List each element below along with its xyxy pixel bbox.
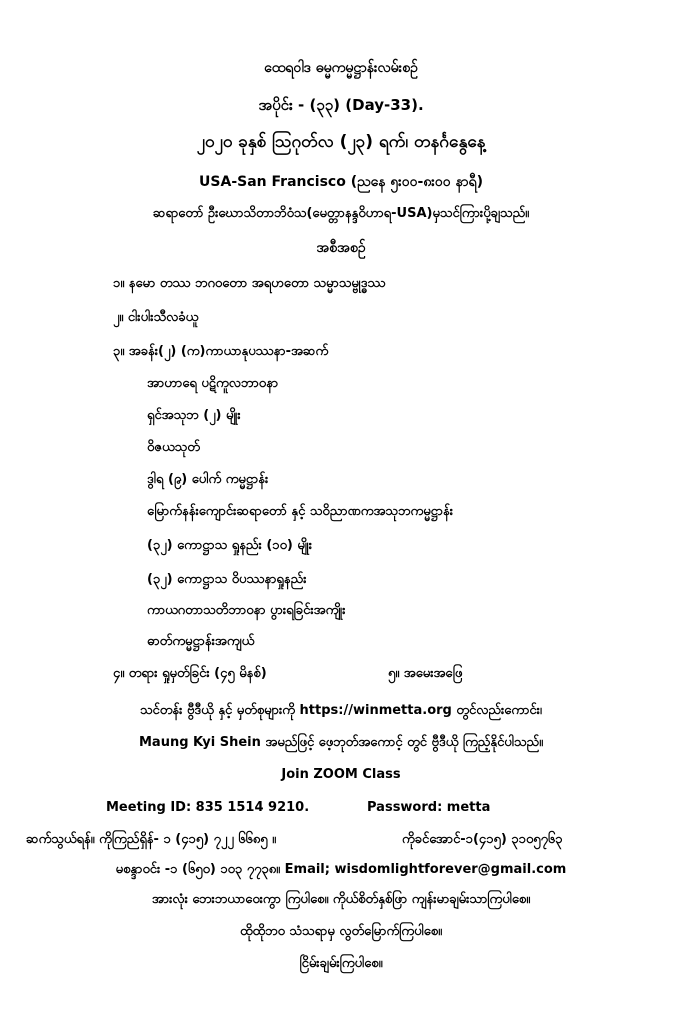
agenda-subitem: ဓာတ်ကမ္မဋ္ဌာန်းအကျယ် bbox=[147, 634, 255, 649]
contact-line-a: ဆက်သွယ်ရန်။ ကိုကြည်ရှိန်- ၁ (၄၁၅) ၇၂၂ ၆၆၈၅ ။ bbox=[26, 832, 277, 847]
meeting-password: Password: metta bbox=[367, 800, 491, 815]
blessing-2: ထိုထိုဘဝ သံသရာမှ လွတ်မြောက်ကြပါစေ။ bbox=[239, 924, 443, 939]
teacher-line: ဆရာတော် ဦးဃောသိတာဘိဝံသ(မေတ္တာနန္ဒဝိဟာရ-USA)မှသင်ကြားပို့ချသည်။ bbox=[152, 206, 530, 221]
blessing-1: အားလုံး ဘေးဘယာဝေးကွာ ကြပါစေ။ ကိုယ်စိတ်နှစ်ဖြာ ကျန်းမာချမ်းသာကြပါစေ။ bbox=[151, 892, 531, 907]
agenda-subitem: ရှင်အသုဘ (၂) မျိုး bbox=[147, 408, 241, 423]
agenda-item-5: ၅။ အမေးအဖြေ bbox=[388, 666, 463, 681]
facebook-line: Maung Kyi Shein အမည်ဖြင့် ဖေ့ဘုတ်အကောင့် တွင် ဗွီဒီယို ကြည့်နိုင်ပါသည်။ bbox=[138, 735, 544, 750]
agenda-subitem: ဒွါရ (၉) ပေါက် ကမ္မဋ္ဌာန်း bbox=[147, 472, 269, 487]
meeting-id: Meeting ID: 835 1514 9210. bbox=[106, 800, 310, 815]
agenda-item-3: ၃။ အခန်း(၂) (က)ကာယာနုပဿနာ-အဆက် bbox=[113, 344, 329, 359]
lecture-date: ၂၀၂၀ ခုနှစ် ဩဂုတ်လ (၂၃) ရက်၊ တနင်္ဂနွေနေ့ bbox=[196, 132, 486, 152]
agenda-subitem: ကာယဂတာသတိဘာဝနာ ပွားရခြင်းအကျိုး bbox=[147, 603, 346, 618]
agenda-subitem: မြောက်နန်းကျောင်းဆရာတော် နှင့် သဝိညာဏကအသုဘကမ္မဋ္ဌာန်း bbox=[147, 504, 454, 519]
location-time: USA-San Francisco (ညနေ ၅း၀၀-၈း၀၀ နာရီ) bbox=[199, 174, 483, 190]
contact-line-b: ကိုခင်အောင်-၁(၄၁၅) ၃၁၀၅၇၆၃ bbox=[402, 832, 563, 847]
contact-line-2: မစန္ဒာဝင်း -၁ (၆၅၀) ၁၀၃ ၇၇၃၈။ Email; wisdomlightforever@gmail.com bbox=[115, 862, 567, 877]
agenda-heading: အစီအစဉ် bbox=[316, 240, 366, 256]
zoom-title: Join ZOOM Class bbox=[281, 767, 401, 782]
agenda-subitem: (၃၂) ကောဋ္ဌာသ ဝိပဿနာရှုနည်း bbox=[147, 572, 307, 587]
website-line: သင်တန်း ဗွီဒီယို နှင့် မှတ်စုများကို https://winmetta.org တွင်လည်းကောင်း၊ bbox=[139, 703, 542, 718]
agenda-item-1: ၁။ နမော တဿ ဘဂဝတော အရဟတော သမ္မာသမ္ဗုဒ္ဓဿ bbox=[113, 276, 386, 291]
agenda-item-4: ၄။ တရား ရှုမှတ်ခြင်း (၄၅ မိနစ်) bbox=[113, 666, 267, 681]
part-number: အပိုင်း - (၃၃) (Day-33). bbox=[258, 96, 424, 114]
agenda-item-2: ၂။ ငါးပါးသီလခံယူ bbox=[113, 310, 199, 325]
agenda-subitem: (၃၂) ကောဋ္ဌာသ ရှုနည်း (၁၀) မျိုး bbox=[147, 538, 313, 553]
series-title: ထေရဝါဒ ဓမ္မကမ္မဋ္ဌာန်းလမ်းစဉ် bbox=[264, 60, 418, 76]
agenda-subitem: ဝိဇယသုတ် bbox=[147, 440, 200, 455]
blessing-3: ငြိမ်းချမ်းကြပါစေ။ bbox=[299, 956, 383, 971]
agenda-subitem: အာဟာရေ ပဋိကူလဘာဝနာ bbox=[147, 376, 279, 391]
